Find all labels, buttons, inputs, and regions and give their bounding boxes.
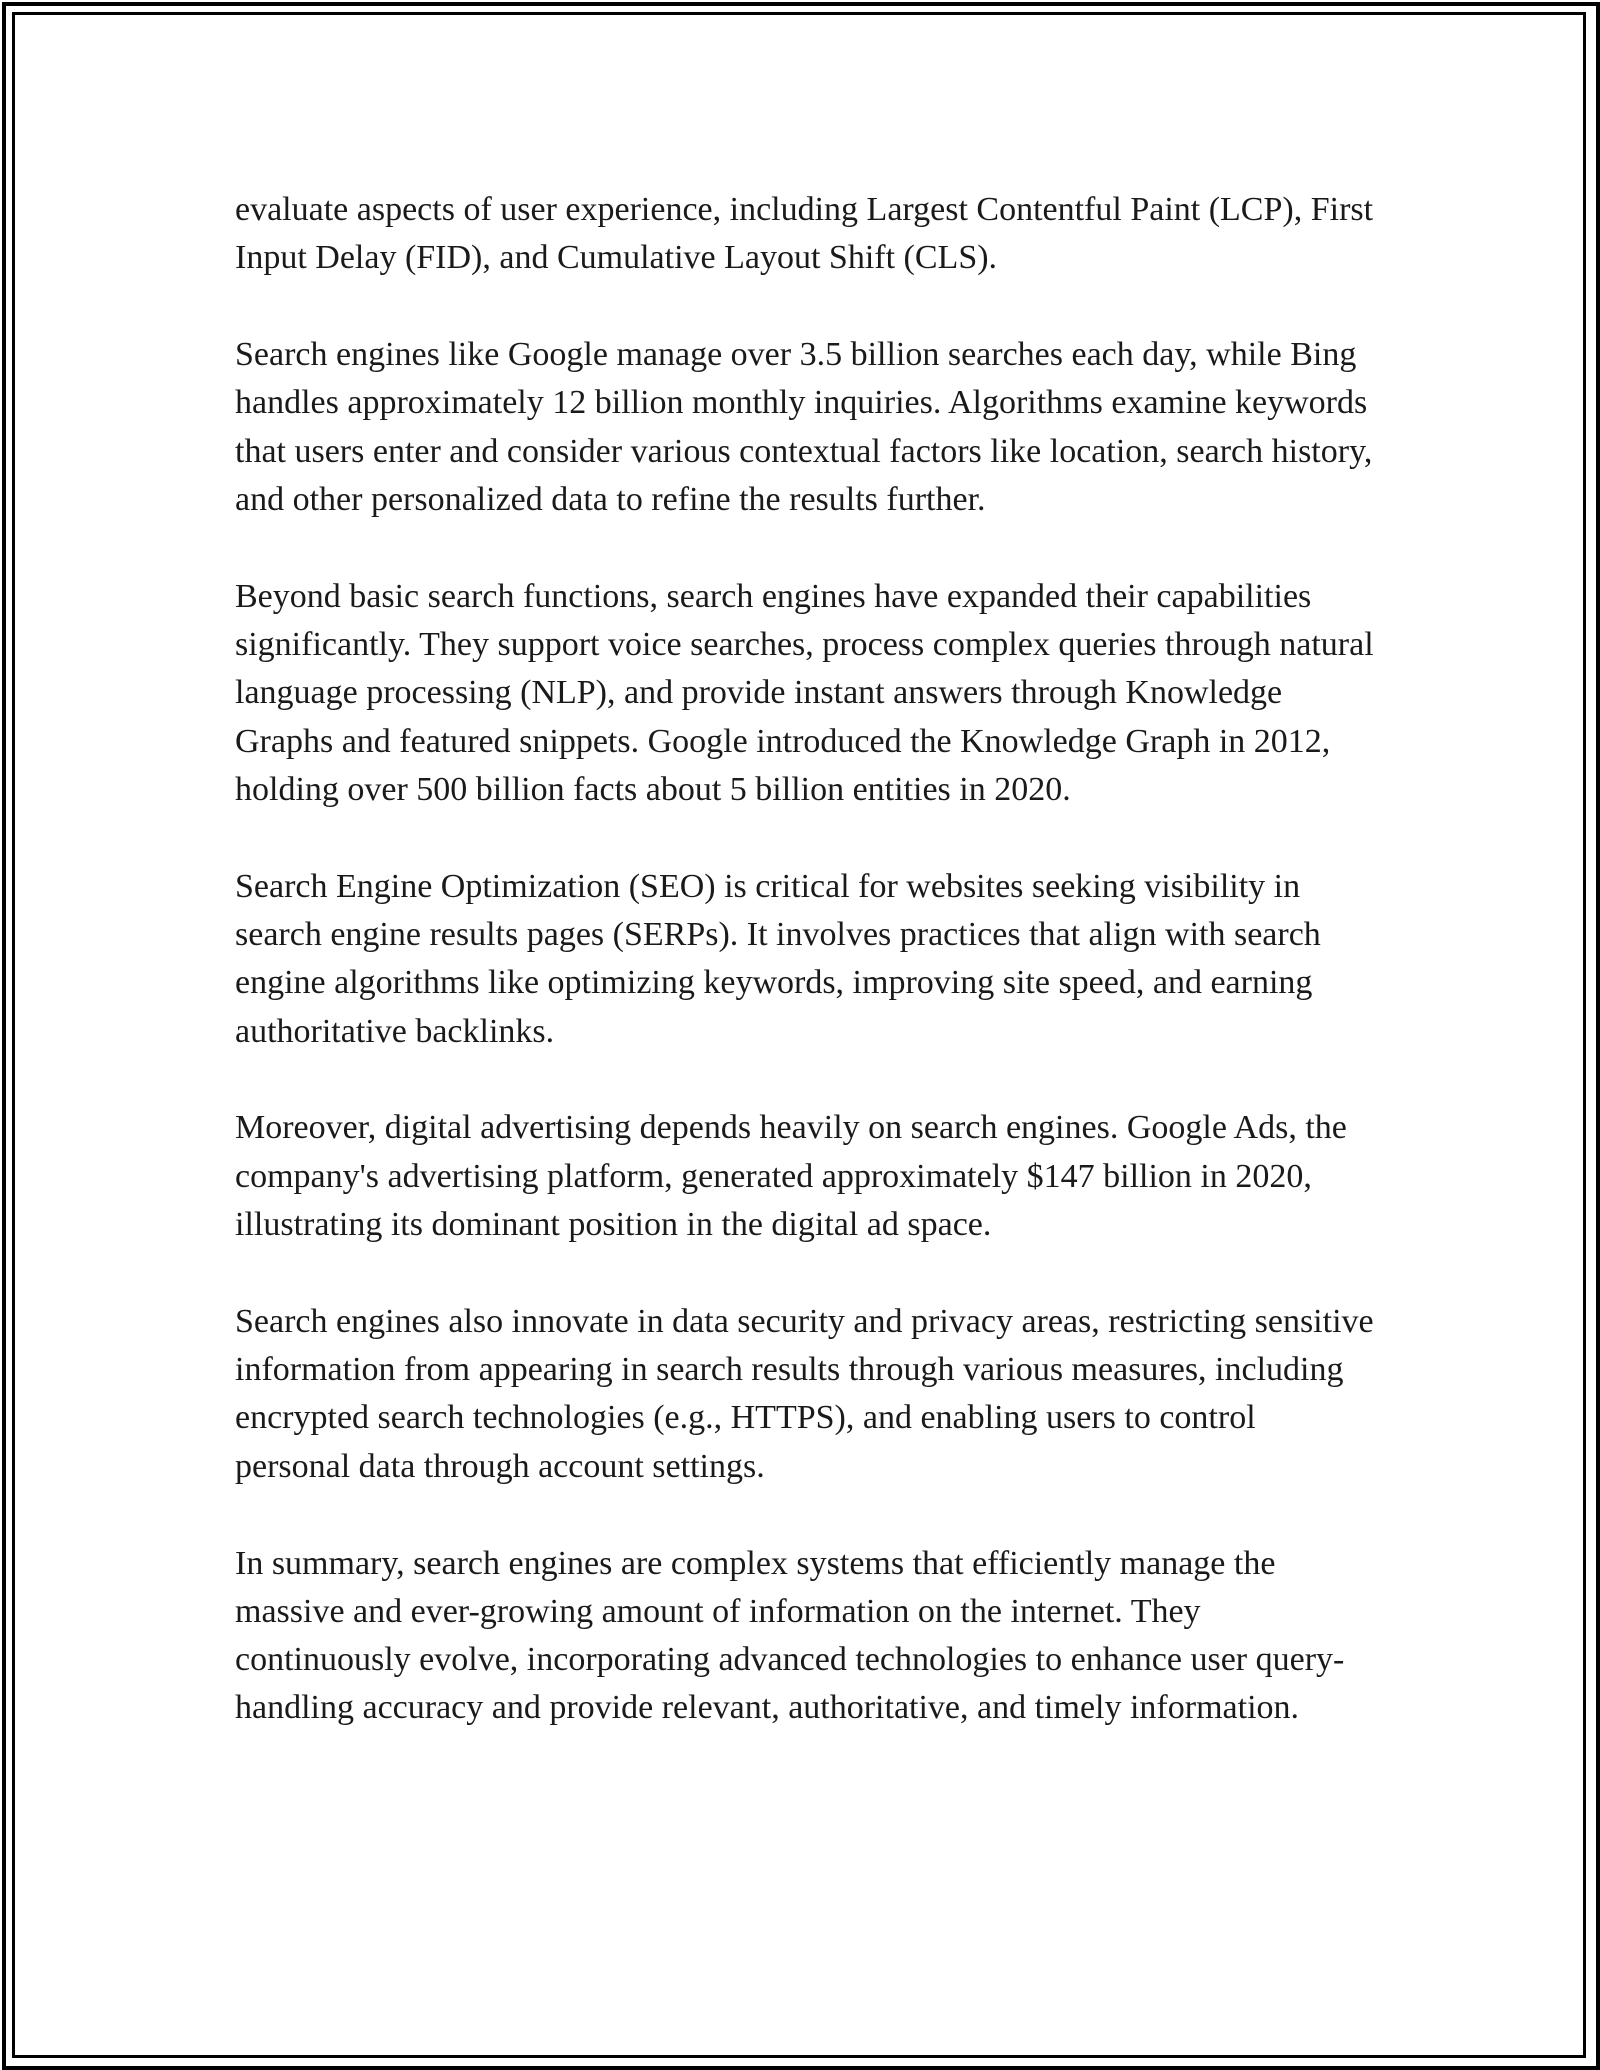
paragraph-advertising: Moreover, digital advertising depends heavily on search engines. Google Ads, the company's advertising platform, generated approximately $147 billion in 2020, illustrating its dominant position in the digital ad space. (235, 1109, 1347, 1244)
paragraph-seo: Search Engine Optimization (SEO) is critical for websites seeking visibility in search engine results pages (SERPs). It involves practices that align with search engine algorithms like optimizing keywords, improving site speed, and earning authoritative backlinks. (235, 867, 1321, 1050)
paragraph-capabilities: Beyond basic search functions, search engines have expanded their capabilities significantly. They support voice searches, process complex queries through natural language processing (NLP), and provide instant answers through Knowledge Graphs and featured snippets. Google introduced the Knowledge Graph in 2012, holding over 500 billion facts about 5 billion entities in 2020. (235, 577, 1374, 808)
paragraph-summary: In summary, search engines are complex systems that efficiently manage the massive and ever-growing amount of information on the internet. They continuously evolve, incorporating advanced technologies to enhance user query-handling accuracy and provide relevant, authoritative, and timely information. (235, 1544, 1345, 1727)
paragraph-privacy: Search engines also innovate in data security and privacy areas, restricting sensitive information from appearing in search results through various measures, including encrypted search technologies (e.g., HTTPS), and enabling users to control personal data through account settings. (235, 1302, 1374, 1485)
paragraph-search-volume: Search engines like Google manage over 3.5 billion searches each day, while Bing handles approximately 12 billion monthly inquiries. Algorithms examine keywords that users enter and consider various contextual factors like location, search history, and other personalized data to refine the results further. (235, 336, 1373, 518)
document-body (235, 186, 1375, 1781)
paragraph-core-web-vitals: evaluate aspects of user experience, including Largest Contentful Paint (LCP), First Input Delay (FID), and Cumulative Layout Shift (CLS). (235, 191, 1374, 277)
